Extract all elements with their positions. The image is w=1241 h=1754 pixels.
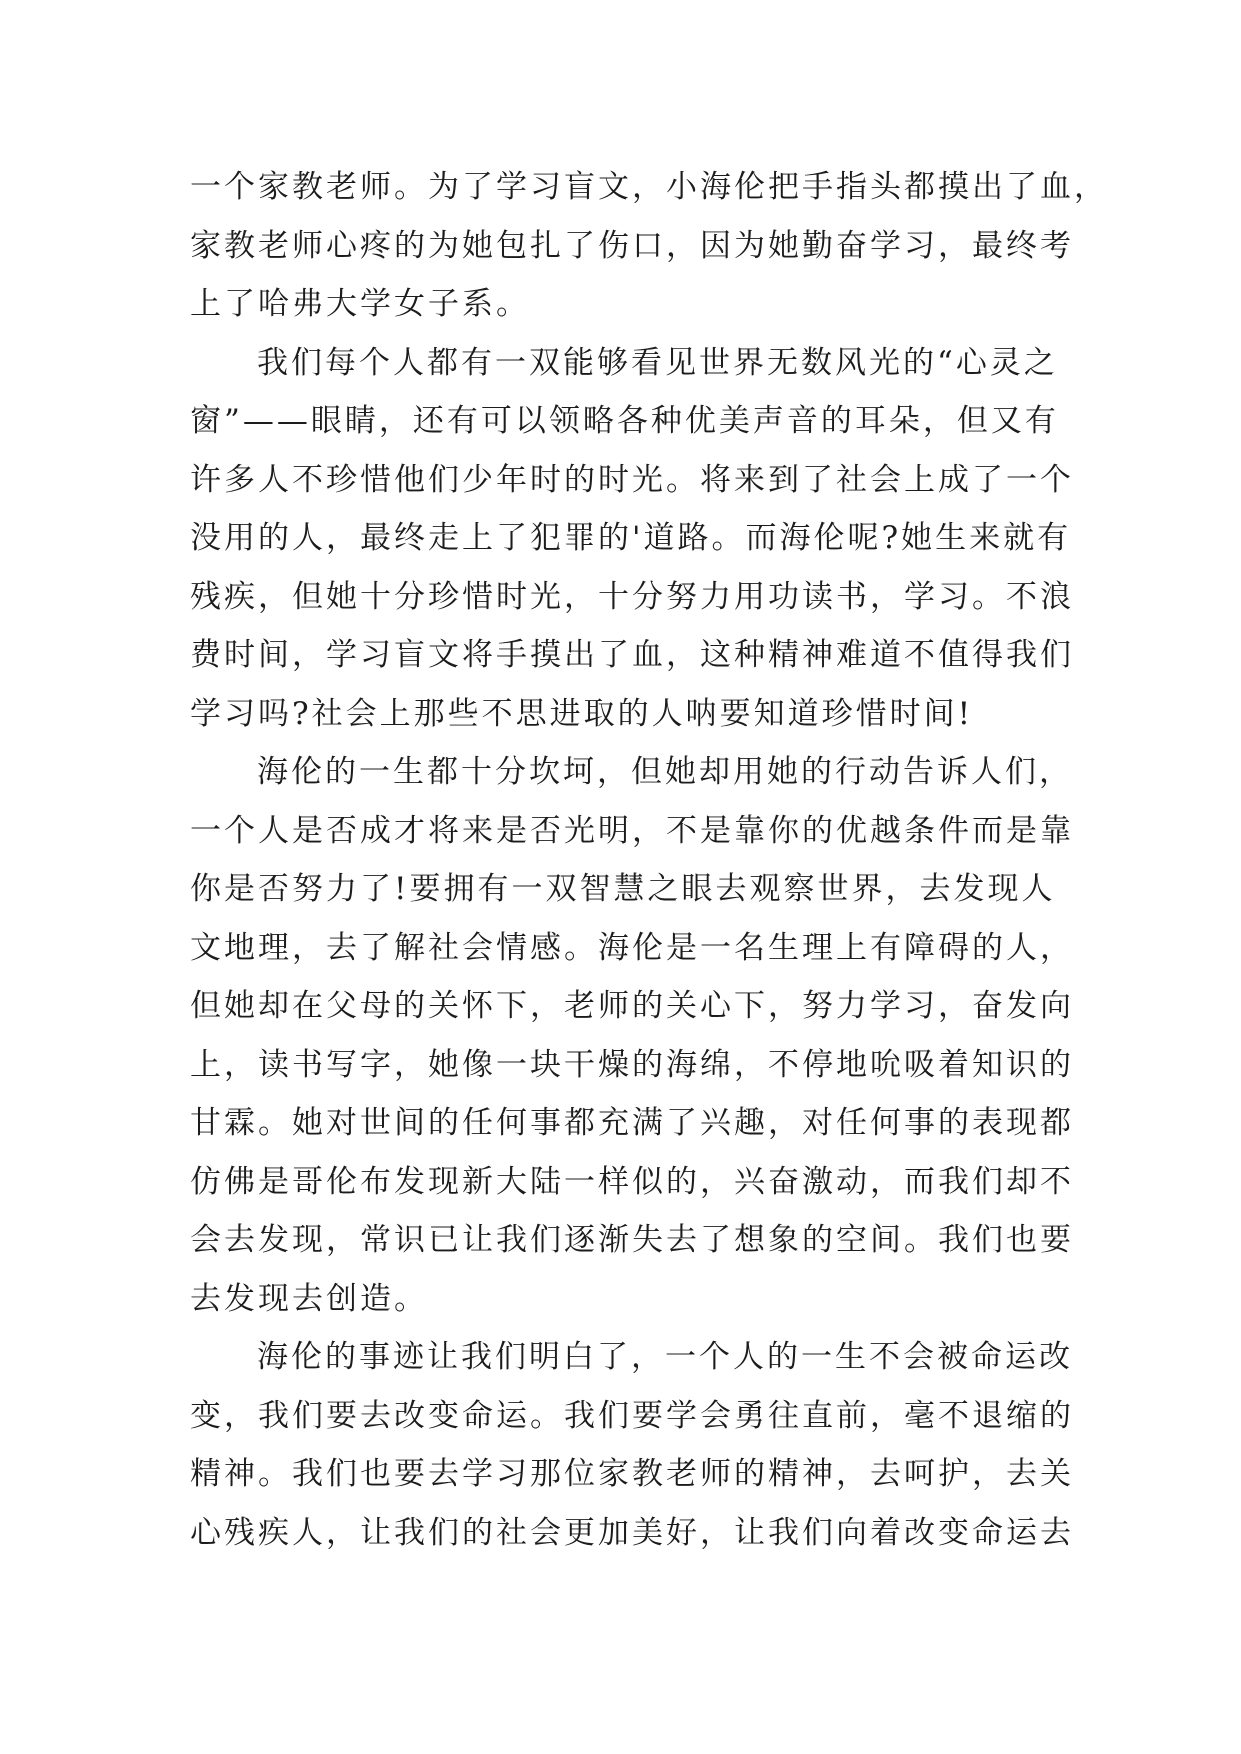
text-line: 学习吗?社会上那些不思进取的人呐要知道珍惜时间! bbox=[190, 695, 974, 732]
body-text bbox=[190, 158, 1108, 1562]
text-line: 你是否努力了!要拥有一双智慧之眼去观察世界，去发现人 bbox=[190, 871, 1056, 907]
text-line: 一个家教老师。为了学习盲文，小海伦把手指头都摸出了血， bbox=[190, 169, 1108, 205]
text-line: 上了哈弗大学女子系。 bbox=[190, 286, 530, 322]
text-line: 精神。我们也要去学习那位家教老师的精神，去呵护，去关 bbox=[190, 1456, 1074, 1492]
paragraph-first-line: 海伦的事迹让我们明白了，一个人的一生不会被命运改 bbox=[257, 1339, 1073, 1375]
text-line: 家教老师心疼的为她包扎了伤口，因为她勤奋学习，最终考 bbox=[190, 227, 1074, 264]
text-line: 没用的人，最终走上了犯罪的'道路。而海伦呢?她生来就有 bbox=[190, 520, 1072, 556]
text-line: 甘霖。她对世间的任何事都充满了兴趣，对任何事的表现都 bbox=[190, 1105, 1074, 1141]
text-line: 心残疾人，让我们的社会更加美好，让我们向着改变命运去 bbox=[190, 1514, 1074, 1551]
text-line: 去发现去创造。 bbox=[190, 1280, 428, 1317]
text-line: 费时间，学习盲文将手摸出了血，这种精神难道不值得我们 bbox=[190, 637, 1074, 673]
text-line: 仿佛是哥伦布发现新大陆一样似的，兴奋激动，而我们却不 bbox=[190, 1163, 1074, 1200]
text-line: 上，读书写字，她像一块干燥的海绵，不停地吮吸着知识的 bbox=[190, 1046, 1074, 1083]
paragraph-first-line: 海伦的一生都十分坎坷，但她却用她的行动告诉人们， bbox=[257, 754, 1073, 790]
text-line: 变，我们要去改变命运。我们要学会勇往直前，毫不退缩的 bbox=[190, 1397, 1074, 1434]
text-line: 但她却在父母的关怀下，老师的关心下，努力学习，奋发向 bbox=[190, 988, 1074, 1024]
paragraph-first-line: 我们每个人都有一双能够看见世界无数风光的“心灵之 bbox=[257, 344, 1058, 381]
text-line: 窗”——眼睛，还有可以领略各种优美声音的耳朵，但又有 bbox=[190, 403, 1059, 439]
text-line: 残疾，但她十分珍惜时光，十分努力用功读书，学习。不浪 bbox=[190, 578, 1074, 615]
text-line: 会去发现，常识已让我们逐渐失去了想象的空间。我们也要 bbox=[190, 1222, 1074, 1258]
text-line: 文地理，去了解社会情感。海伦是一名生理上有障碍的人， bbox=[190, 929, 1074, 966]
text-line: 一个人是否成才将来是否光明，不是靠你的优越条件而是靠 bbox=[190, 812, 1074, 849]
text-line: 许多人不珍惜他们少年时的时光。将来到了社会上成了一个 bbox=[190, 461, 1074, 498]
